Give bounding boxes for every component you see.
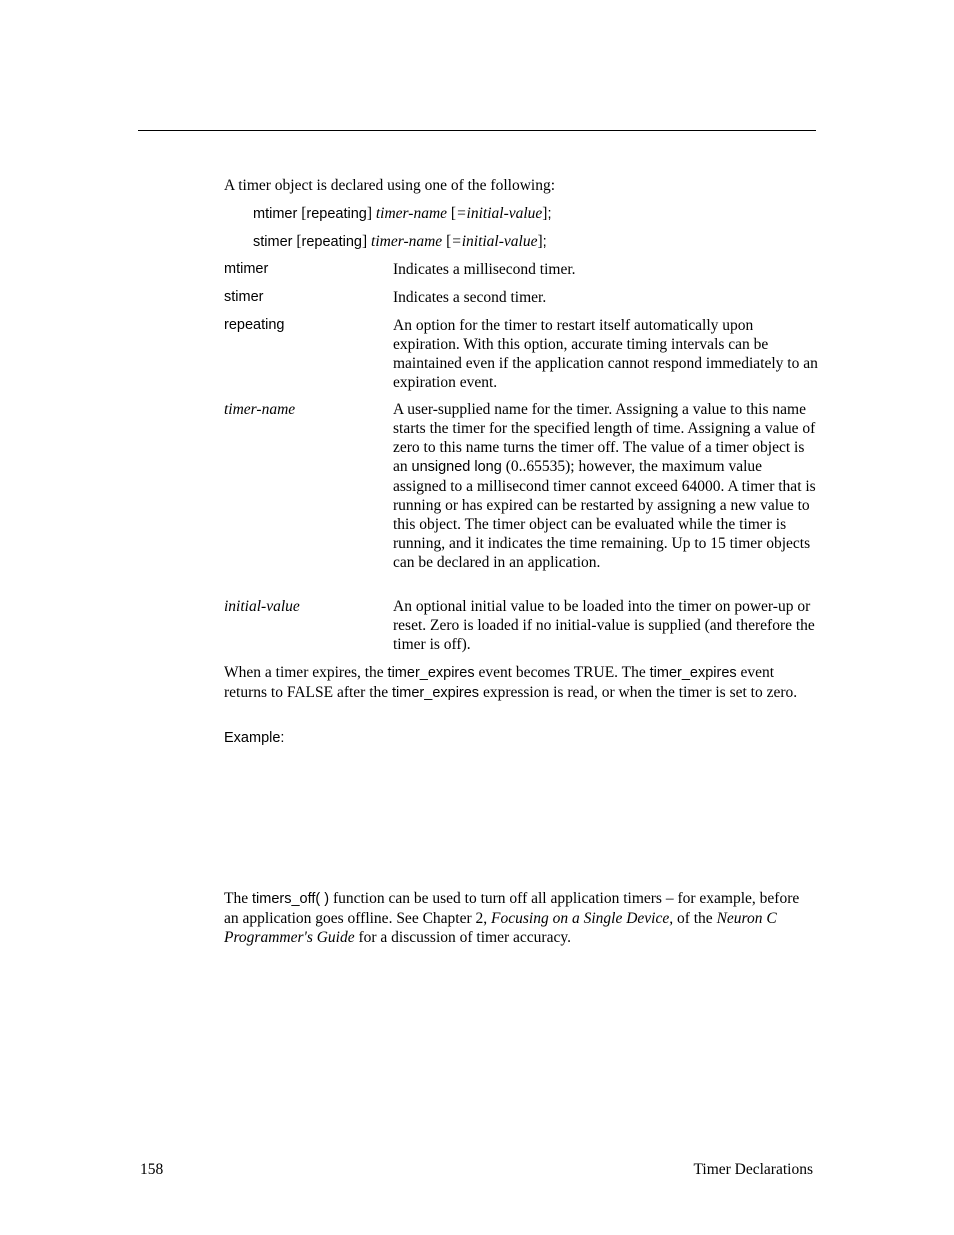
timer-expires-paragraph — [224, 663, 816, 703]
inline-code: unsigned long — [411, 459, 502, 475]
param-name: timer-name — [375, 205, 448, 222]
text: event becomes TRUE. The — [474, 664, 650, 681]
keyword-optional: repeating — [301, 234, 362, 250]
header-rule — [138, 130, 816, 131]
text: When a timer expires, the — [224, 664, 388, 681]
text: expression is read, or when the timer is set to zero. — [479, 684, 798, 701]
text: for a discussion of timer accuracy. — [354, 929, 571, 946]
term-timer-name: timer-name — [224, 401, 296, 418]
term-stimer: stimer — [224, 289, 264, 305]
example-heading: Example: — [224, 730, 285, 746]
bracket-open: [ — [301, 205, 307, 222]
keyword-optional: repeating — [306, 206, 367, 222]
timers-off-paragraph — [224, 889, 816, 947]
bracket-open: [ — [446, 233, 452, 250]
inline-code: timer_expires — [649, 665, 737, 681]
book-title: Neuron C Programmer's Guide — [224, 910, 777, 946]
term-repeating: repeating — [224, 317, 285, 333]
def-text: (0..65535); however, the maximum value assigned to a millisecond timer cannot exceed 64000. A timer that is running or has expired can be restarted by assigning a new value to this object. The timer object can be evaluated while the timer is running, and it indicates the time remaining. Up to 15 timer objects can be declared in an application. — [393, 458, 816, 571]
chapter-title: Focusing on a Single Device, — [491, 910, 674, 927]
param-init: =initial-value — [456, 205, 543, 222]
inline-code: timer_expires — [392, 685, 480, 701]
term-mtimer: mtimer — [224, 261, 269, 277]
def-initial-value: An optional initial value to be loaded into the timer on power-up or reset. Zero is loaded if no initial-value is supplied (and therefore the timer is off). — [393, 598, 815, 653]
syntax-line-mtimer — [253, 204, 552, 224]
bracket-open: [ — [296, 233, 302, 250]
text: event returns to FALSE after the — [224, 664, 775, 701]
bracket-close: ] — [542, 205, 548, 222]
text: The — [224, 890, 252, 907]
page-number: 158 — [140, 1161, 164, 1178]
param-init: =initial-value — [451, 233, 538, 250]
def-mtimer: Indicates a millisecond timer. — [393, 261, 576, 278]
def-repeating: An option for the timer to restart itself automatically upon expiration. With this option, accurate timing intervals can be maintained even if the application cannot respond immediately to an expiration event. — [393, 317, 818, 391]
bracket-open: [ — [450, 205, 457, 222]
param-name: timer-name — [371, 233, 443, 250]
inline-code: timer_expires — [387, 665, 475, 681]
intro-text: A timer object is declared using one of the following: — [224, 177, 556, 194]
syntax-line-stimer — [253, 232, 547, 252]
inline-code: timers_off( ) — [251, 891, 330, 907]
text: function can be used to turn off all application timers – for example, before an application goes offline. See Chapter 2, — [224, 890, 800, 927]
term-initial-value: initial-value — [224, 598, 300, 615]
def-stimer: Indicates a second timer. — [393, 289, 547, 306]
keyword: mtimer — [253, 206, 298, 222]
def-timer-name — [393, 400, 818, 572]
semicolon: ; — [542, 234, 547, 250]
bracket-close: ] — [366, 205, 372, 222]
footer-section-title: Timer Declarations — [693, 1161, 813, 1178]
text: of the — [673, 910, 717, 927]
bracket-close: ] — [537, 233, 543, 250]
bracket-close: ] — [362, 233, 368, 250]
semicolon: ; — [547, 206, 552, 222]
keyword: stimer — [253, 234, 293, 250]
def-text: A user-supplied name for the timer. Assigning a value to this name starts the timer for the specified length of time. Assigning a value of zero to this name turns the timer off. The value of a timer object is an — [393, 401, 816, 475]
